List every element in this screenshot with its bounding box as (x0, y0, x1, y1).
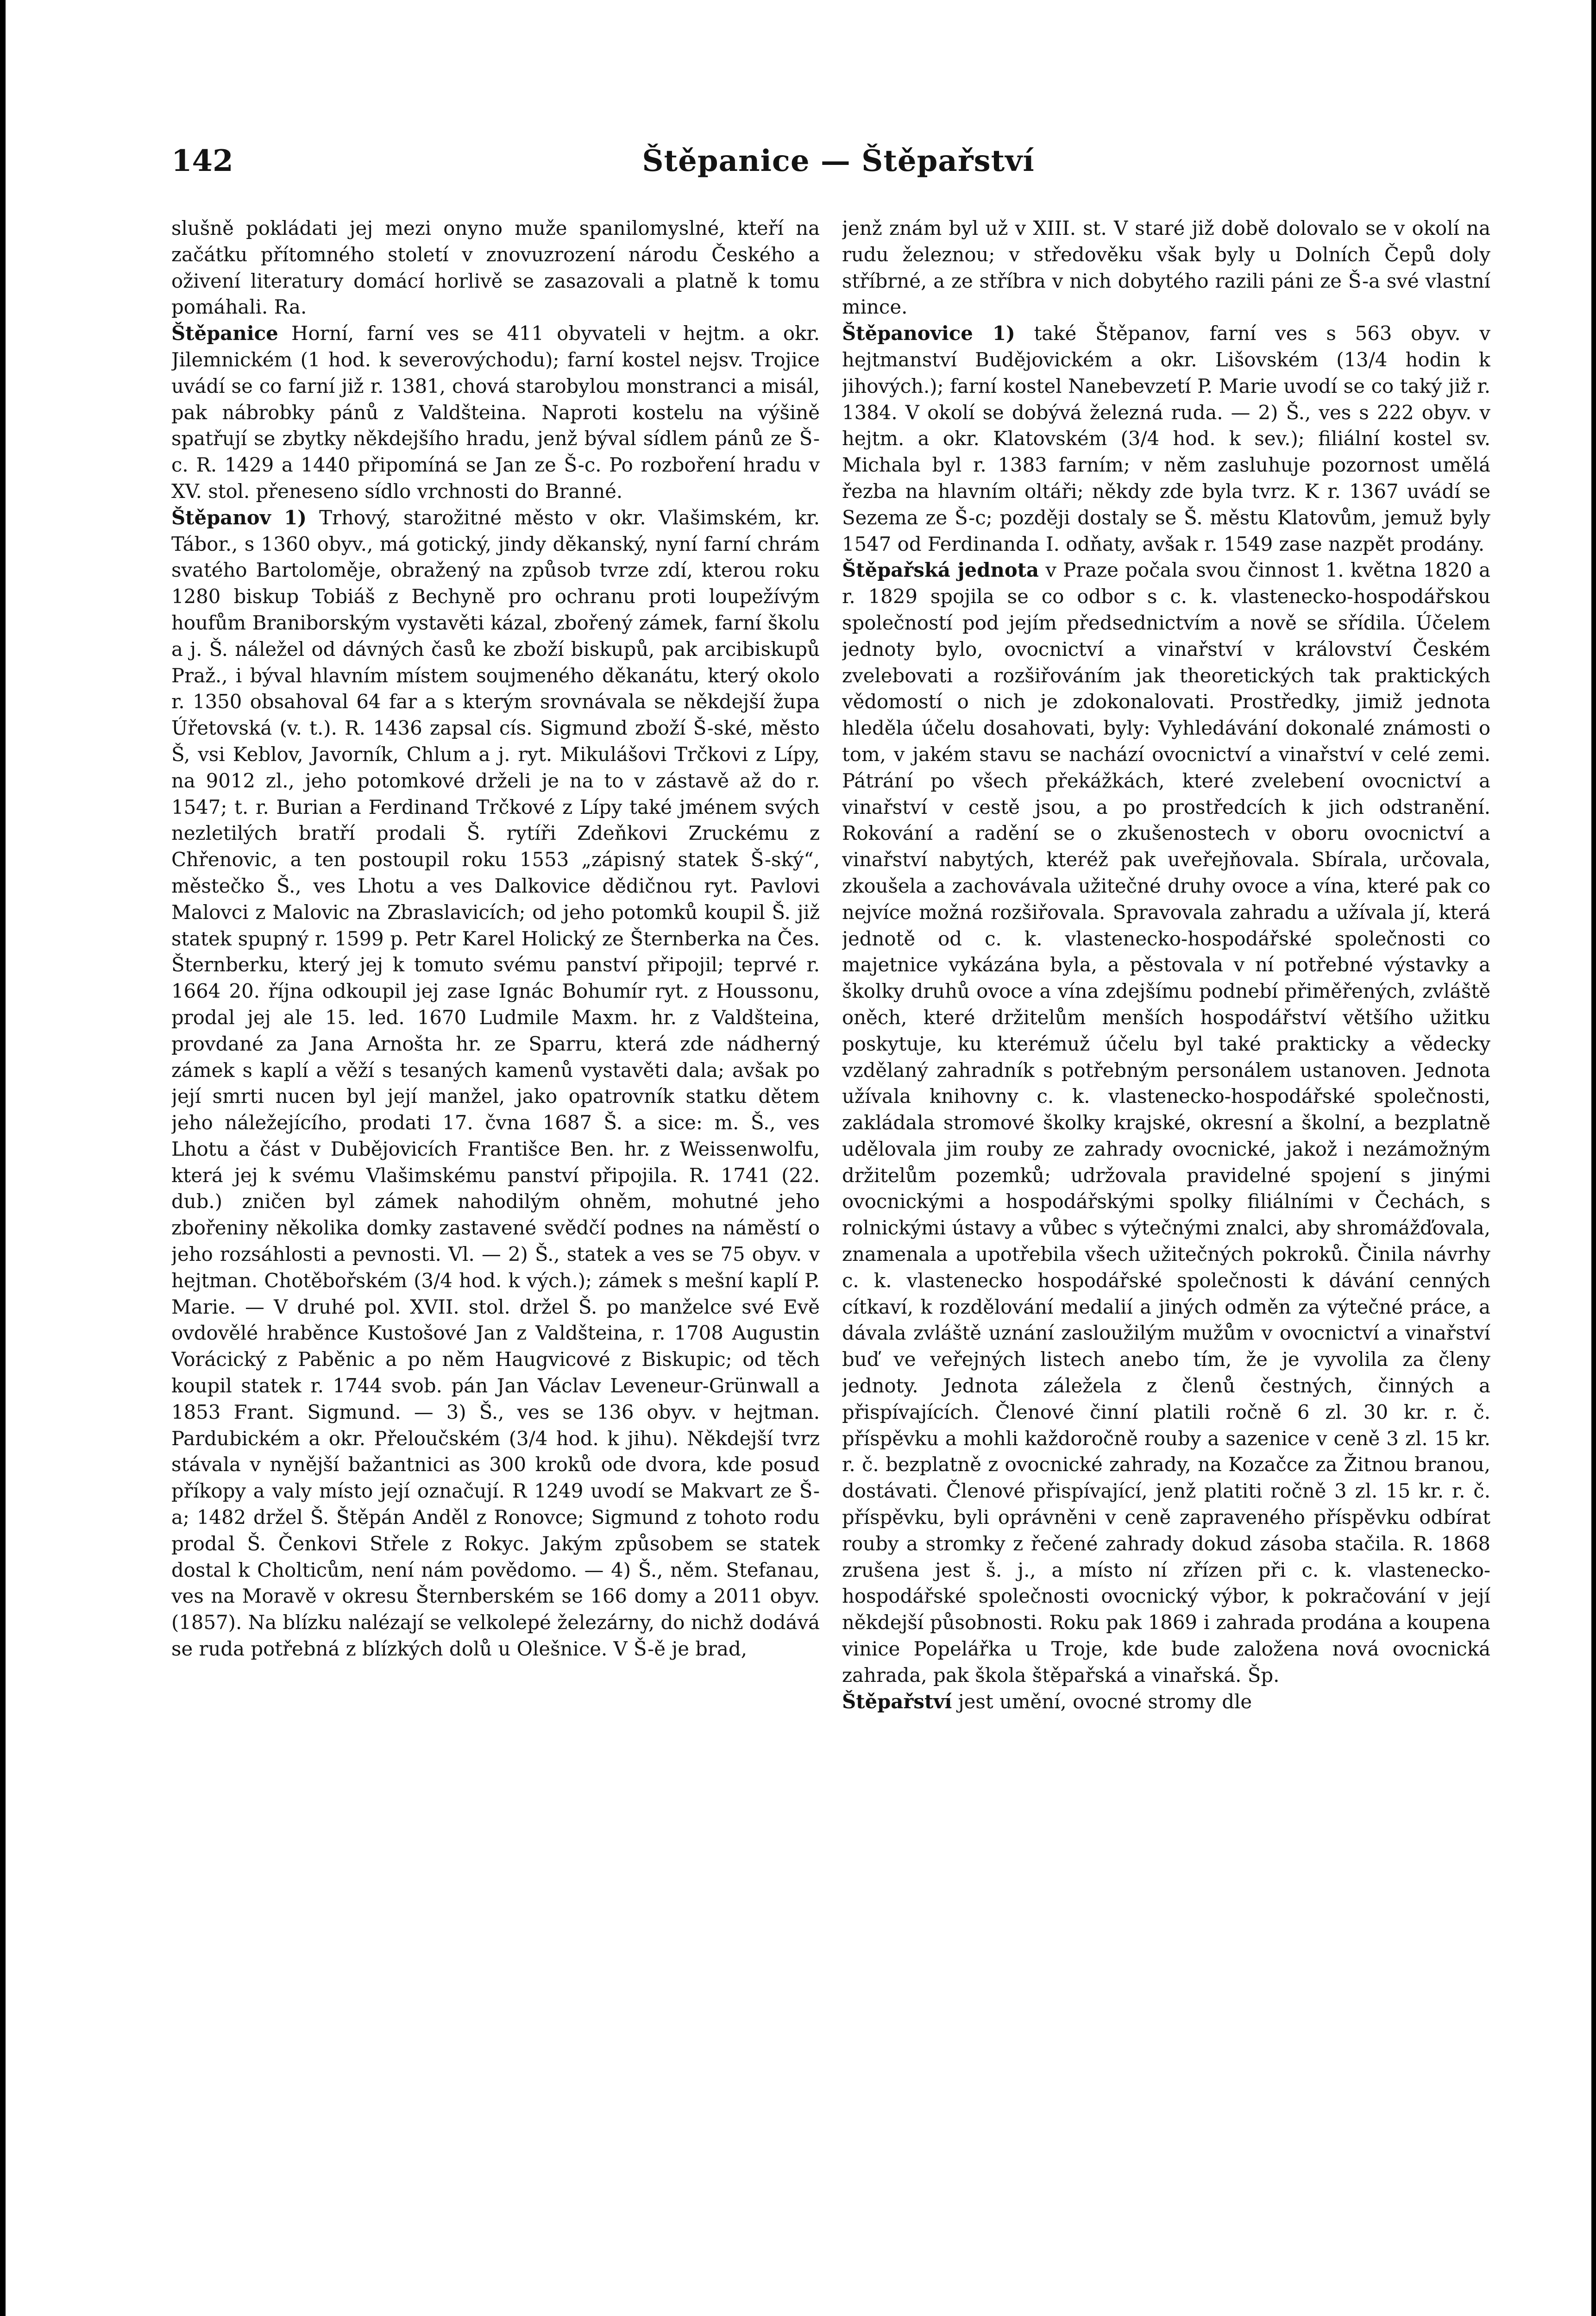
entry-paragraph (171, 215, 820, 321)
entry-text: Trhový, starožitné město v okr. Vlašimském, kr. Tábor., s 1360 obyv., má gotický, jindy děkanský, nyní farní chrám svatého Bartoloměje, obražený na způsob tvrze zdí, kterou roku 1280 biskup Tobiáš z Bechyně pro ochranu proti loupežívým houfům Braniborským vystavěti kázal, zbořený zámek, farní školu a j. Š. náležel od dávných časů ke zboží biskupů, pak arcibiskupů Praž., i býval hlavním místem soujmeného děkanátu, který okolo r. 1350 obsahoval 64 far a s kterým srovnávala se někdejší župa Úřetovská (v. t.). R. 1436 zapsal cís. Sigmund zboží Š-ské, město Š, vsi Keblov, Javorník, Chlum a j. ryt. Mikulášovi Trčkovi z Lípy, na 9012 zl., jeho potomkové drželi je na to v zástavě až do r. 1547; t. r. Burian a Ferdinand Trčkové z Lípy také jménem svých nezletilých bratří prodali Š. rytíři Zdeňkovi Zruckému z Chřenovic, a ten postoupil roku 1553 „zápisný statek Š-ský“, městečko Š., ves Lhotu a ves Dalkovice dědičnou ryt. Pavlovi Malovci z Malovic na Zbraslavicích; od jeho potomků koupil Š. již statek spupný r. 1599 p. Petr Karel Holický ze Šternberka na Čes. Šternberku, který jej k tomuto svému panství připojil; teprvé r. 1664 20. října odkoupil jej zase Ignác Bohumír ryt. z Houssonu, prodal jej ale 15. led. 1670 Ludmile Maxm. hr. z Valdšteina, provdané za Jana Arnošta hr. ze Sparru, která zde nádherný zámek s kaplí a věží s tesaných kamenů vystavěti dala; avšak po její smrti nucen byl její manžel, jako opatrovník statku dětem jeho náležejícího, prodati 17. čvna 1687 Š. a sice: m. Š., ves Lhotu a část v Dubějovicích Františce Ben. hr. z Weissenwolfu, která jej k svému Vlašimskému panství připojila. R. 1741 (22. dub.) zničen byl zámek nahodilým ohněm, mohutné jeho zbořeniny několika domky zastavené svědčí podnes na náměstí o jeho rozsáhlosti a pevnosti. Vl. — 2) Š., statek a ves se 75 obyv. v hejtman. Chotěbořském (3/4 hod. k vých.); zámek s mešní kaplí P. Marie. — V druhé pol. XVII. stol. držel Š. po manželce své Evě ovdovělé hraběnce Kustošové Jan z Valdšteina, r. 1708 Augustin Vorácický z Paběnic a po něm Haugvicové z Biskupic; od těch koupil statek r. 1744 svob. pán Jan Václav Leveneur-Grünwall a 1853 Frant. Sigmund. — 3) Š., ves se 136 obyv. v hejtman. Pardubickém a okr. Přeloučském (3/4 hod. k jihu). Někdejší tvrz stávala v nynější bažantnici as 300 kroků ode dvora, kde posud příkopy a valy místo její označují. R 1249 uvodí se Makvart ze Š-a; 1482 držel Š. Štěpán Anděl z Ronovce; Sigmund z tohoto rodu prodal Š. Čenkovi Střele z Rokyc. Jakým způsobem se statek dostal k Cholticům, není nám povědomo. — 4) Š., něm. Stefanau, ves na Moravě v okresu Šternberském se 166 domy a 2011 obyv. (1857). Na blízku nalézají se velkolepé železárny, do nichž dodává se ruda potřebná z blízkých dolů u Olešnice. V Š-ě je brad, (171, 506, 820, 1661)
entry-headword: Štěpanice (171, 322, 278, 345)
entry-text: Horní, farní ves se 411 obyvateli v hejtm. a okr. Jilemnickém (1 hod. k severovýchodu); farní kostel nejsv. Trojice uvádí se co farní již r. 1381, chová starobylou monstranci a misál, pak nábrobky pánů z Valdšteina. Naproti kostelu na výšině spatřují se zbytky někdejšího hradu, jenž býval sídlem pánů ze Š-c. R. 1429 a 1440 připomíná se Jan ze Š-c. Po rozboření hradu v XV. stol. přeneseno sídlo vrchnosti do Branné. (171, 322, 820, 503)
page-number: 142 (171, 144, 233, 178)
entry-paragraph (171, 505, 820, 1662)
entry-text: jenž znám byl už v XIII. st. V staré již době dolovalo se v okolí na rudu železnou; v středověku však byly u Dolních Čepů doly stříbrné, a ze stříbra v nich dobytého razili páni ze Š-a své vlastní mince. (842, 217, 1490, 319)
left-column (171, 215, 820, 2316)
entry-paragraph (842, 215, 1490, 321)
entry-paragraph (171, 321, 820, 505)
entry-headword: Štěpařská jednota (842, 559, 1039, 582)
right-column (842, 215, 1490, 2316)
entry-headword: Štěpařství (842, 1690, 952, 1713)
page-header (171, 139, 1505, 195)
entry-paragraph (842, 321, 1490, 557)
running-title: Štěpanice — Štěpařství (642, 144, 1035, 178)
entry-text: také Štěpanov, farní ves s 563 obyv. v hejtmanství Budějovickém a okr. Lišovském (13/4 hodin k jihových.); farní kostel Nanebevzetí P. Marie uvodí se co taký již r. 1384. V okolí se dobývá železná ruda. — 2) Š., ves s 222 obyv. v hejtm. a okr. Klatovském (3/4 hod. k sev.); filiální kostel sv. Michala byl r. 1383 farním; v něm zasluhuje pozornost umělá řezba na hlavním oltáři; někdy zde byla tvrz. K r. 1367 uvádí se Sezema ze Š-c; později dostaly se Š. městu Klatovům, jemuž byly 1547 od Ferdinanda I. odňaty, avšak r. 1549 zase nazpět prodány. (842, 322, 1490, 555)
scan-edge-left (0, 0, 6, 2316)
entry-headword: Štěpanov 1) (171, 506, 307, 529)
scan-edge-right (1591, 0, 1596, 2316)
entry-headword: Štěpanovice 1) (842, 322, 1015, 345)
entry-paragraph (842, 557, 1490, 1688)
entry-text: slušně pokládati jej mezi onyno muže spanilomyslné, kteří na začátku přítomného století v znovuzrození národu Českého a oživení literatury domácí horlivě se zasazovali a platně k tomu pomáhali. Ra. (171, 217, 820, 319)
entry-text: jest umění, ovocné stromy dle (958, 1690, 1252, 1713)
entry-text: v Praze počala svou činnost 1. května 1820 a r. 1829 spojila se co odbor s c. k. vlastenecko-hospodářskou společností pod jejím předsednictvím a nově se sřídila. Účelem jednoty bylo, ovocnictví a vinařství v království Českém zvelebovati a rozšiřováním jak theoretických tak praktických vědomostí o nich je zdokonalovati. Prostředky, jimiž jednota hleděla účelu dosahovati, byly: Vyhledávání dokonalé známosti o tom, v jakém stavu se nachází ovocnictví a vinařství v celé zemi. Pátrání po všech překážkách, které zvelebení ovocnictví a vinařství v cestě jsou, a po prostředcích k jich odstranění. Rokování a radění se o zkušenostech v oboru ovocnictví a vinařství nabytých, kteréž pak uveřejňovala. Sbírala, určovala, zkoušela a zachovávala užitečné druhy ovoce a vína, které pak co nejvíce možná rozšiřovala. Spravovala zahradu a užívala jí, která jednotě od c. k. vlastenecko-hospodářské společnosti co majetnice vykázána byla, a pěstovala v ní potřebné výstavky a školky druhů ovoce a vína zdejšímu podnebí přiměřených, zvláště oněch, které držitelům menších hospodářství většího užitku poskytuje, ku kterémuž účelu byl také prakticky a vědecky vzdělaný zahradník s potřebným personálem ustanoven. Jednota užívala knihovny c. k. vlastenecko-hospodářské společnosti, zakládala stromové školky krajské, okresní a školní, a bezplatně udělovala jim rouby ze zahrady ovocnické, jakož i nezámožným držitelům pozemků; udržovala pravidelné spojení s jinými ovocnickými a hospodářskými spolky filiálními v Čechách, s rolnickými ústavy a vůbec s výtečnými znalci, aby shromážďovala, znamenala a upotřebila všech užitečných pokroků. Činila návrhy c. k. vlastenecko hospodářské společnosti k dávání cenných cítkaví, k rozdělování medalií a jiných odměn za výtečné práce, a dávala zvláště uznání zasloužilým mužům v ovocnictví a vinařství buď ve veřejných listech anebo tím, že je vyvolila za členy jednoty. Jednota záležela z členů čestných, činných a přispívajících. Členové činní platili ročně 6 zl. 30 kr. r. č. příspěvku a mohli každoročně rouby a sazenice v ceně 3 zl. 15 kr. r. č. bezplatně z ovocnické zahrady, na Kozačce za Žitnou branou, dostávati. Členové přispívající, jenž platiti ročně 3 zl. 15 kr. r. č. příspěvku, byli oprávněni v ceně zapraveného příspěvku odbírat rouby a stromky z řečené zahrady dokud zásoba stačila. R. 1868 zrušena jest š. j., a místo ní zřízen při c. k. vlastenecko-hospodářské společnosti ovocnický výbor, k pokračování v její někdejší působnosti. Roku pak 1869 i zahrada prodána a koupena vinice Popelářka u Troje, kde bude založena nová ovocnická zahrada, pak škola štěpařská a vinařská. Šp. (842, 559, 1490, 1687)
entry-paragraph (842, 1689, 1490, 1715)
